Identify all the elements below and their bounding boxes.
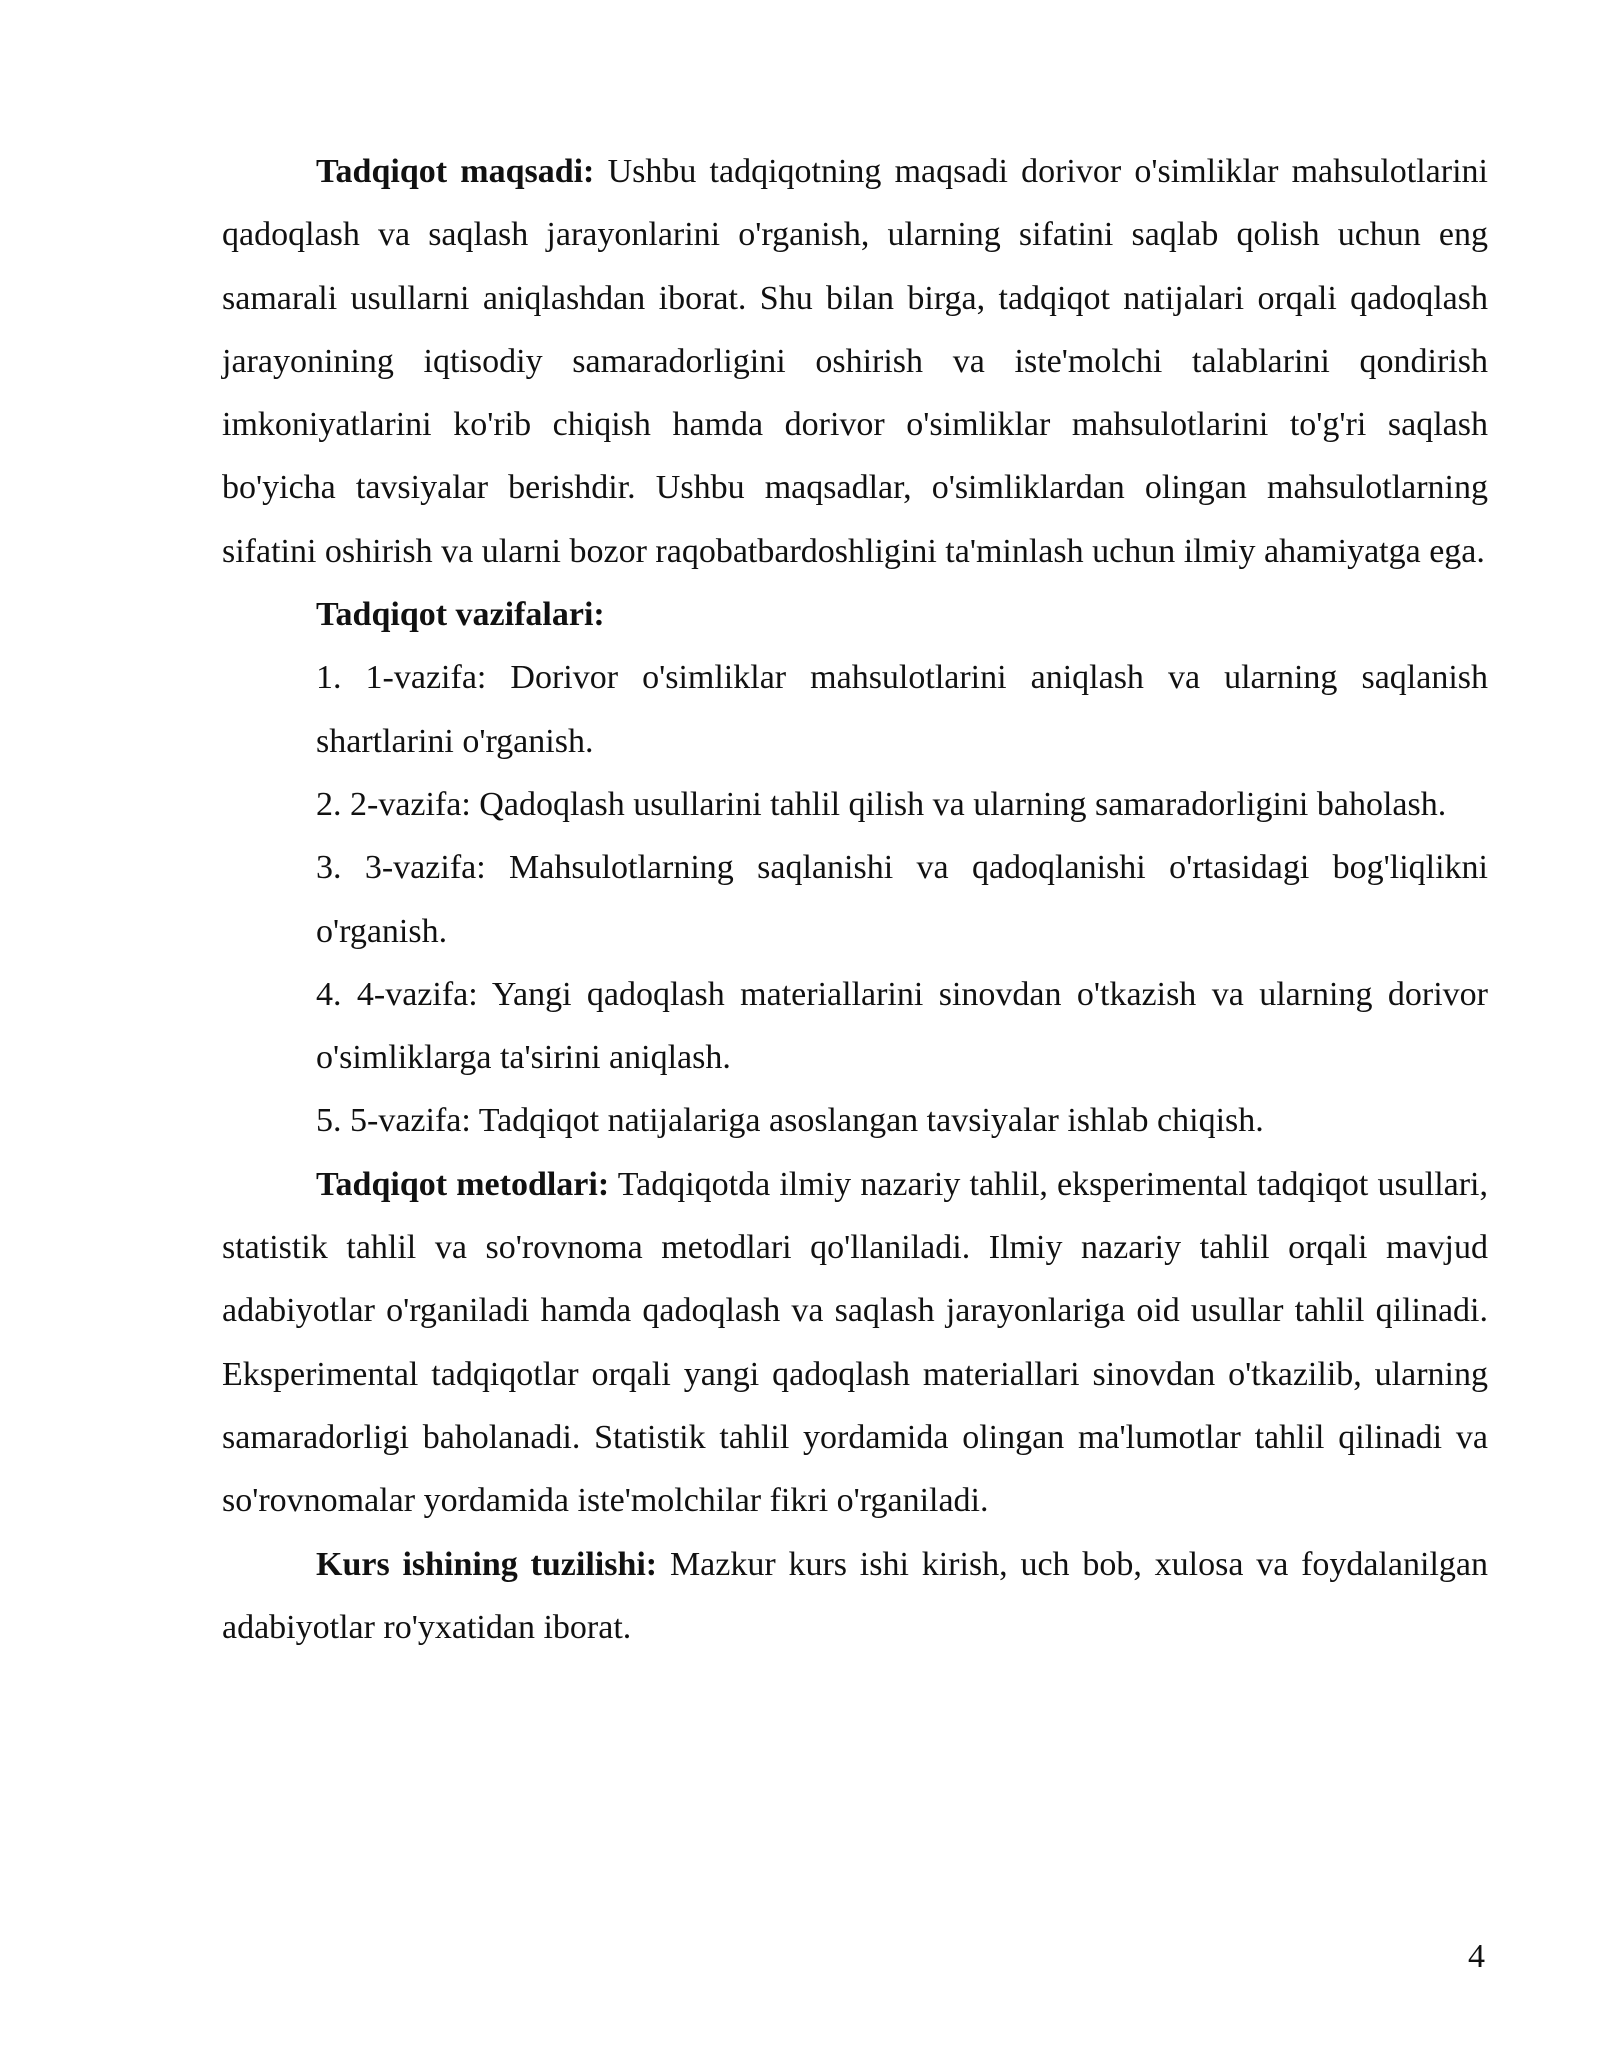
task-item: 1. 1-vazifa: Dorivor o'simliklar mahsulotlarini aniqlash va ularning saqlanish shartlarini o'rganish. bbox=[316, 659, 1488, 760]
task-item: 4. 4-vazifa: Yangi qadoqlash materiallarini sinovdan o'tkazish va ularning dorivor o'simliklarga ta'sirini aniqlash. bbox=[316, 975, 1488, 1077]
structure-heading: Kurs ishining tuzilishi: bbox=[316, 1545, 658, 1583]
task-item: 2. 2-vazifa: Qadoqlash usullarini tahlil qilish va ularning samaradorligini baholash. bbox=[316, 785, 1447, 823]
purpose-heading: Tadqiqot maqsadi: bbox=[316, 153, 595, 190]
methods-paragraph bbox=[222, 1153, 1488, 1533]
purpose-paragraph bbox=[222, 140, 1488, 583]
tasks-heading-paragraph bbox=[222, 583, 1488, 646]
page-number: 4 bbox=[1468, 1938, 1485, 1975]
task-item: 5. 5-vazifa: Tadqiqot natijalariga asoslangan tavsiyalar ishlab chiqish. bbox=[316, 1102, 1264, 1140]
methods-text: Tadqiqotda ilmiy nazariy tahlil, eksperimental tadqiqot usullari, statistik tahlil va so'rovnoma metodlari qo'llaniladi. Ilmiy nazariy tahlil orqali mavjud adabiyotlar o'rganiladi hamda qadoqlash va saqlash jarayonlariga oid usullar tahlil qilinadi. Eksperimental tadqiqotlar orqali yangi qadoqlash materiallari sinovdan o'tkazilib, ularning samaradorligi baholanadi. Statistik tahlil yordamida olingan ma'lumotlar tahlil qilinadi va so'rovnomalar yordamida iste'molchilar fikri o'rganiladi. bbox=[222, 1165, 1488, 1520]
methods-heading: Tadqiqot metodlari: bbox=[316, 1165, 610, 1203]
structure-text: Mazkur kurs ishi kirish, uch bob, xulosa va foydalanilgan adabiyotlar ro'yxatidan iborat. bbox=[222, 1545, 1489, 1646]
task-item: 3. 3-vazifa: Mahsulotlarning saqlanishi va qadoqlanishi o'rtasidagi bog'liqlikni o'rganish. bbox=[316, 849, 1488, 950]
structure-paragraph bbox=[222, 1533, 1488, 1660]
tasks-heading: Tadqiqot vazifalari: bbox=[316, 596, 605, 634]
purpose-text: Ushbu tadqiqotning maqsadi dorivor o'simliklar mahsulotlarini qadoqlash va saqlash jarayonlarini o'rganish, ularning sifatini saqlab qolish uchun eng samarali usullarni aniqlashdan iborat. Shu bilan birga, tadqiqot natijalari orqali qadoqlash jarayonining iqtisodiy samaradorligini oshirish va iste'molchi talablarini qondirish imkoniyatlarini ko'rib chiqish hamda dorivor o'simliklar mahsulotlarini to'g'ri saqlash bo'yicha tavsiyalar berishdir. Ushbu maqsadlar, o'simliklardan olingan mahsulotlarning sifatini oshirish va ularni bozor raqobatbardoshligini ta'minlash uchun ilmiy ahamiyatga ega. bbox=[222, 153, 1488, 570]
document-page bbox=[222, 140, 1488, 1659]
